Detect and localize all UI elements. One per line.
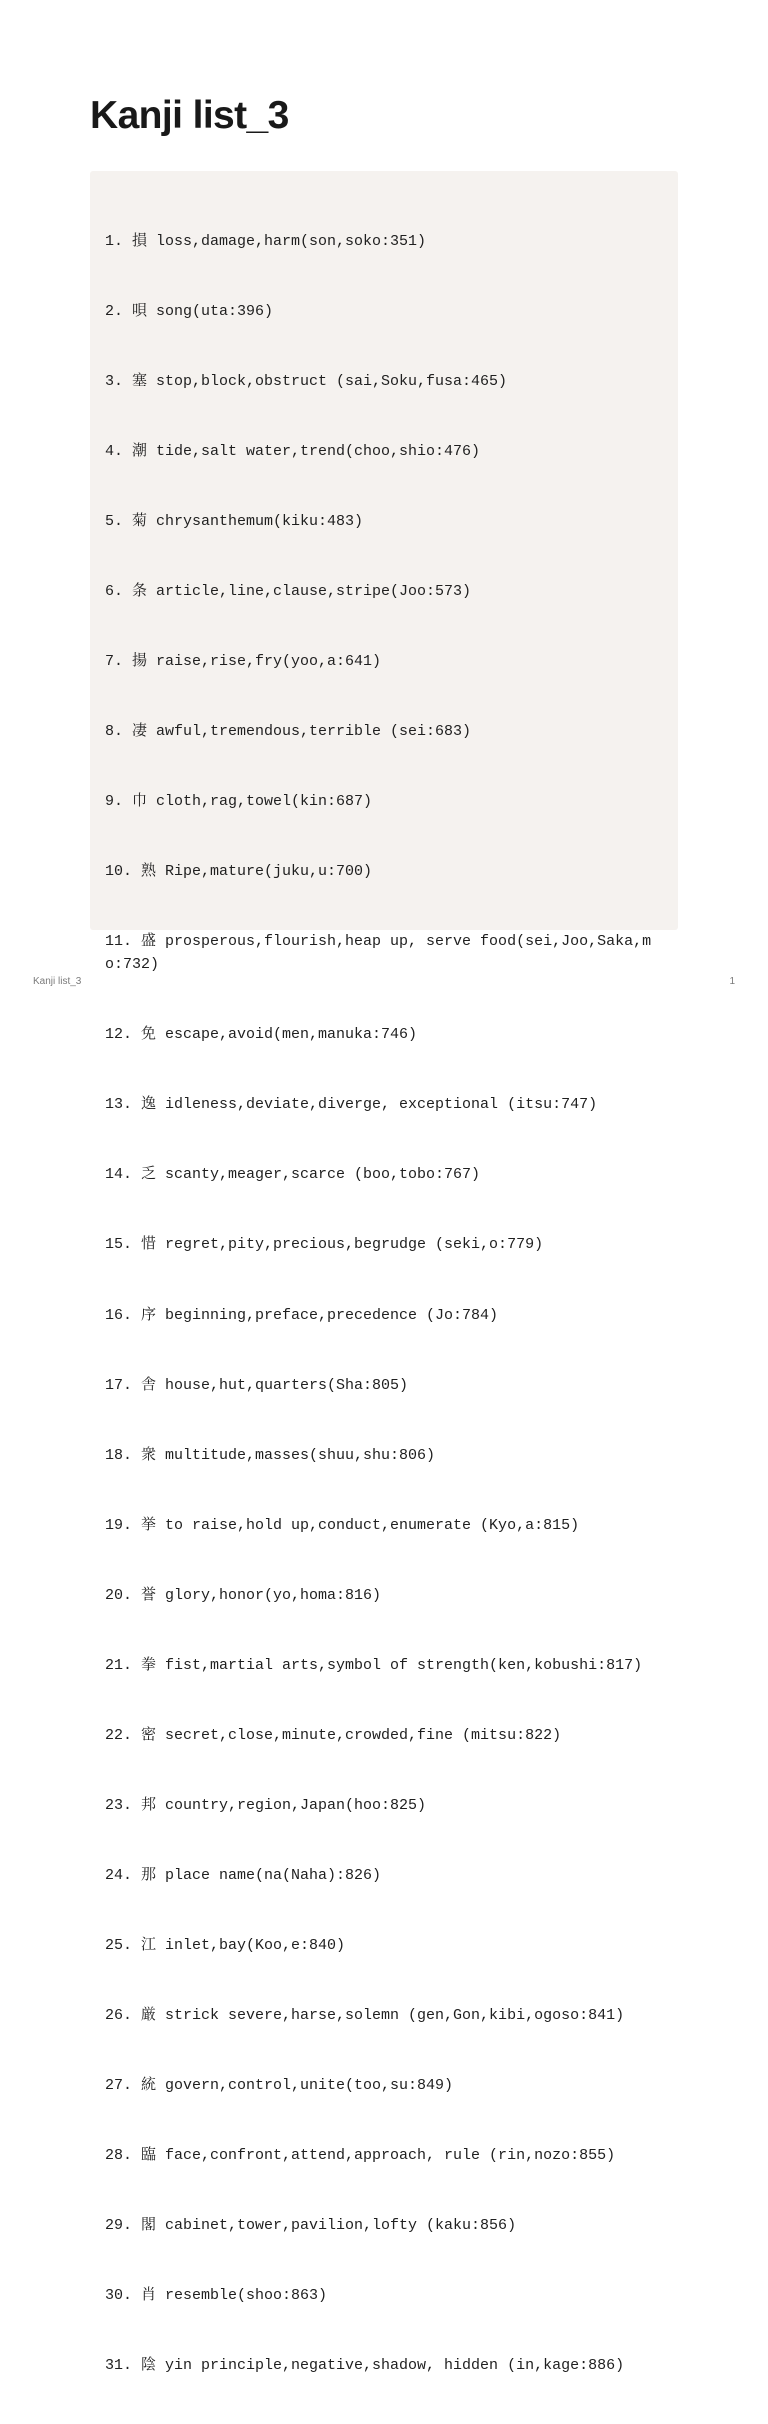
list-item: 6. 条 article,line,clause,stripe(Joo:573): [105, 582, 472, 600]
list-item: 9. 巾 cloth,rag,towel(kin:687): [105, 792, 373, 810]
list-item: 22. 密 secret,close,minute,crowded,fine (mitsu:822): [105, 1726, 562, 1744]
list-item: 3. 塞 stop,block,obstruct (sai,Soku,fusa:465): [105, 372, 508, 390]
list-item: 11. 盛 prosperous,flourish,heap up, serve food(sei,Joo,Saka,mo:732): [105, 933, 652, 974]
list-item: 7. 揚 raise,rise,fry(yoo,a:641): [105, 652, 382, 670]
list-item: 20. 誉 glory,honor(yo,homa:816): [105, 1586, 382, 1604]
list-item: 26. 厳 strick severe,harse,solemn (gen,Gon,kibi,ogoso:841): [105, 2006, 625, 2024]
list-item: 12. 免 escape,avoid(men,manuka:746): [105, 1026, 418, 1044]
list-item: 16. 序 beginning,preface,precedence (Jo:784): [105, 1306, 499, 1324]
list-item: 18. 衆 multitude,masses(shuu,shu:806): [105, 1446, 436, 1464]
list-item: 10. 熟 Ripe,mature(juku,u:700): [105, 862, 373, 880]
kanji-list: [105, 183, 664, 2424]
list-item: 17. 舎 house,hut,quarters(Sha:805): [105, 1376, 409, 1394]
list-item: 13. 逸 idleness,deviate,diverge, exceptional (itsu:747): [105, 1096, 598, 1114]
page-title: Kanji list_3: [90, 94, 289, 137]
list-item: 14. 乏 scanty,meager,scarce (boo,tobo:767): [105, 1166, 481, 1184]
list-item: 1. 損 loss,damage,harm(son,soko:351): [105, 232, 427, 250]
list-item: 25. 江 inlet,bay(Koo,e:840): [105, 1936, 346, 1954]
list-item: 31. 陰 yin principle,negative,shadow, hidden (in,kage:886): [105, 2356, 625, 2374]
list-item: 5. 菊 chrysanthemum(kiku:483): [105, 512, 364, 530]
list-item: 2. 唄 song(uta:396): [105, 302, 274, 320]
list-item: 21. 拳 fist,martial arts,symbol of strength(ken,kobushi:817): [105, 1656, 643, 1674]
list-item: 19. 挙 to raise,hold up,conduct,enumerate (Kyo,a:815): [105, 1516, 580, 1534]
list-item: 8. 凄 awful,tremendous,terrible (sei:683): [105, 722, 472, 740]
list-item: 4. 潮 tide,salt water,trend(choo,shio:476): [105, 442, 481, 460]
list-item: 23. 邦 country,region,Japan(hoo:825): [105, 1796, 427, 1814]
list-item: 28. 臨 face,confront,attend,approach, rule (rin,nozo:855): [105, 2146, 616, 2164]
footer-title: Kanji list_3: [33, 976, 82, 987]
list-item: 30. 肖 resemble(shoo:863): [105, 2286, 328, 2304]
kanji-list-block: [90, 171, 678, 2374]
list-item: 27. 統 govern,control,unite(too,su:849): [105, 2076, 454, 2094]
list-item: 15. 惜 regret,pity,precious,begrudge (seki,o:779): [105, 1236, 544, 1254]
list-item: 29. 閣 cabinet,tower,pavilion,lofty (kaku:856): [105, 2216, 517, 2234]
page-number: 1: [729, 976, 735, 987]
list-item: 24. 那 place name(na(Naha):826): [105, 1866, 382, 1884]
